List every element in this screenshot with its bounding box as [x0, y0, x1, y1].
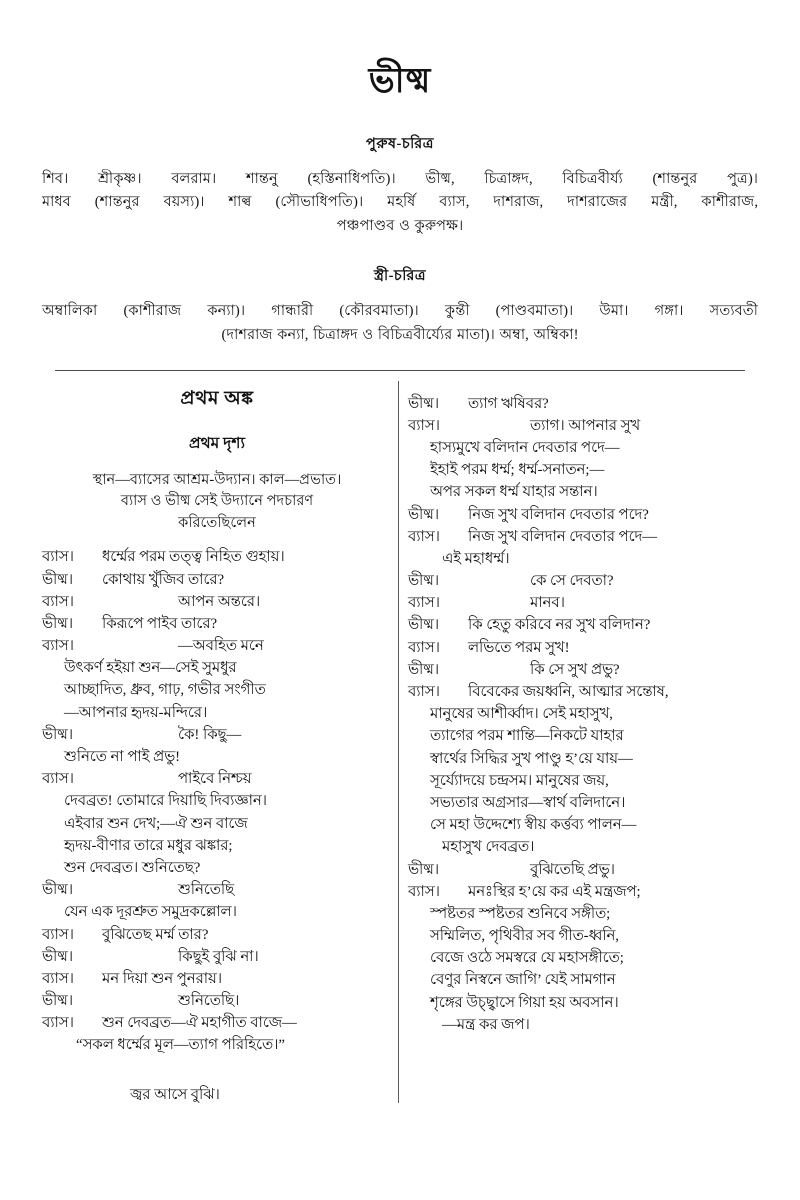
dialogue-text: উৎকর্ণ হইয়া শুন—সেই সুমধুর	[64, 660, 237, 677]
dialogue-text: কি হেতু করিবে নর সুখ বলিদান?	[468, 617, 651, 634]
dialogue-text: ত্যাগ ঋষিবর?	[468, 395, 549, 412]
dialogue-text: স্বার্থের সিদ্ধির সুখ পাণ্ডু হ’য়ে যায়—	[430, 750, 633, 767]
dialogue-line	[42, 790, 392, 812]
dialogue-text: স্পষ্টতর স্পষ্টতর শুনিবে সঙ্গীত;	[430, 905, 611, 922]
dialogue-line	[42, 879, 392, 901]
dialogue-text: শুন দেবব্রত—ঐ মহাগীত বাজে—	[102, 1015, 297, 1032]
dialogue-line	[42, 857, 392, 879]
dialogue-line	[42, 702, 392, 724]
dialogue-line	[42, 990, 392, 1012]
dialogue-line	[408, 592, 763, 614]
speaker-name: ব্যাস।	[408, 528, 440, 545]
dialogue-line	[42, 679, 392, 701]
dialogue-text: দেবব্রত! তোমারে দিয়াছি দিব্যজ্ঞান।	[64, 793, 267, 810]
dialogue-line	[408, 504, 763, 526]
dialogue-text: মানুষের আশীর্ব্বাদ। সেই মহাসুখ,	[430, 706, 614, 723]
dialogue-line	[42, 635, 392, 657]
dialogue-line	[408, 526, 763, 548]
left-column	[42, 381, 392, 1108]
dialogue-text: শুনিতে না পাই প্রভু!	[64, 749, 181, 766]
dialogue-line	[408, 814, 763, 836]
speaker-name: ব্যাস।	[42, 593, 74, 610]
dialogue-text: বুঝিতেছ মর্ম্ম তার?	[102, 926, 209, 943]
dialogue-line	[408, 925, 763, 947]
speaker-name: ভীষ্ম।	[42, 948, 74, 965]
dialogue-line	[408, 614, 763, 636]
dialogue-line	[408, 681, 763, 703]
dialogue-text: নিজ সুখ বলিদান দেবতার পদে—	[468, 528, 658, 545]
dialogue-line	[408, 659, 763, 681]
speaker-name: ব্যাস।	[42, 771, 74, 788]
dialogue-text: লভিতে পরম সুখ!	[468, 639, 570, 656]
dialogue-line	[408, 903, 763, 925]
dialogue-text: পাইবে নিশ্চয়	[178, 771, 252, 788]
dialogue-line	[408, 748, 763, 770]
dialogue-text: —মন্ত্র কর জপ।	[442, 1016, 530, 1033]
speaker-name: ভীষ্ম।	[42, 726, 74, 743]
dialogue-text: —আপনার হৃদয়-মন্দিরে।	[64, 704, 208, 721]
dialogue-line	[42, 591, 392, 613]
right-dialogue	[408, 393, 763, 1036]
dialogue-text: নিজ সুখ বলিদান দেবতার পদে?	[468, 506, 649, 523]
dialogue-text: কোথায় খুঁজিব তারে?	[102, 571, 225, 588]
dialogue-text: কিরূপে পাইব তারে?	[102, 615, 218, 632]
dialogue-line	[42, 657, 392, 679]
speaker-name: ব্যাস।	[42, 970, 74, 987]
speaker-name: ব্যাস।	[408, 639, 440, 656]
dialogue-text: ত্যাগের পরম শান্তি—নিকটে যাহার	[430, 728, 624, 745]
stage-direction-line: স্থান—ব্যাসের আশ্রম-উদ্যান। কাল—প্রভাত।	[92, 471, 342, 488]
dialogue-text: আচ্ছাদিত, ধ্রুব, গাঢ়, গভীর সংগীত	[64, 682, 266, 699]
dialogue-line	[408, 947, 763, 969]
dialogue-line	[42, 569, 392, 591]
dialogue-line	[42, 968, 392, 990]
dialogue-line	[408, 415, 763, 437]
dialogue-text: যেন এক দূরশ্রুত সমুদ্রকল্লোল।	[64, 904, 237, 921]
stage-direction-line: ব্যাস ও ভীষ্ম সেই উদ্যানে পদচারণ	[120, 493, 314, 510]
male-cast-list	[42, 168, 758, 239]
speaker-name: ব্যাস।	[42, 638, 74, 655]
dialogue-text: হাস্যমুখে বলিদান দেবতার পদে—	[430, 439, 620, 456]
cast-line: অম্বালিকা (কাশীরাজ কন্যা)। গান্ধারী (কৌরবমাতা)। কুন্তী (পাণ্ডবমাতা)। উমা। গঙ্গা। সত্যবতী	[42, 302, 758, 319]
dialogue-line	[408, 703, 763, 725]
dialogue-line	[408, 992, 763, 1014]
speaker-name: ভীষ্ম।	[408, 573, 440, 590]
dialogue-line	[408, 570, 763, 592]
dialogue-text: ত্যাগ। আপনার সুখ	[530, 417, 641, 434]
dialogue-text: “সকল ধর্ম্মের মূল—ত্যাগ পরিহিতে।”	[76, 1037, 285, 1054]
speaker-name: ভীষ্ম।	[408, 661, 440, 678]
speaker-name: ব্যাস।	[42, 926, 74, 943]
dialogue-line	[42, 946, 392, 968]
speaker-name: ভীষ্ম।	[42, 993, 74, 1010]
column-divider	[398, 381, 399, 1103]
speaker-name: ব্যাস।	[42, 549, 74, 566]
cast-line: শিব। শ্রীকৃষ্ণ। বলরাম। শান্তনু (হস্তিনাধিপতি)। ভীষ্ম, চিত্রাঙ্গদ, বিচিত্রবীর্য্য (শান্তনুর পুত্র)।	[42, 170, 758, 187]
dialogue-text: মানব।	[530, 595, 565, 612]
dialogue-line	[408, 481, 763, 503]
dialogue-line	[408, 836, 763, 858]
dialogue-text: শুনিতেছি।	[178, 993, 240, 1010]
dialogue-line	[42, 724, 392, 746]
dialogue-text: শুন দেবব্রত। শুনিতেছ?	[64, 859, 201, 876]
dialogue-text: ধর্ম্মের পরম তত্ত্ব নিহিত গুহায়।	[102, 549, 285, 566]
dialogue-text: সূর্য্যোদয়ে চন্দ্রসম। মানুষের জয়,	[430, 772, 609, 789]
dialogue-line	[42, 746, 392, 768]
speaker-name: ভীষ্ম।	[408, 861, 440, 878]
stage-direction-line: করিতেছিলেন	[178, 514, 256, 531]
female-cast-list	[42, 300, 758, 348]
dialogue-line	[42, 546, 392, 568]
dialogue-text: বুঝিতেছি প্রভু।	[530, 861, 615, 878]
dialogue-line	[408, 725, 763, 747]
dialogue-line	[408, 459, 763, 481]
dialogue-line	[42, 768, 392, 790]
dialogue-line	[408, 969, 763, 991]
page-title: ভীষ্ম	[368, 61, 432, 100]
dialogue-line	[42, 901, 392, 923]
dialogue-text: কিছুই বুঝি না।	[178, 948, 259, 965]
dialogue-text: সভ্যতার অগ্রসার—স্বার্থ বলিদানে।	[430, 794, 626, 811]
two-column-body	[0, 381, 800, 1111]
dialogue-line	[42, 1034, 392, 1056]
speaker-name: ভীষ্ম।	[408, 506, 440, 523]
dialogue-line	[408, 792, 763, 814]
speaker-name: ভীষ্ম।	[42, 615, 74, 632]
speaker-name: ভীষ্ম।	[42, 571, 74, 588]
dialogue-text: কৈ! কিছু—	[178, 726, 242, 743]
dialogue-text: আপন অন্তরে।	[178, 593, 261, 610]
dialogue-line	[408, 437, 763, 459]
dialogue-line	[42, 1012, 392, 1034]
stage-direction	[42, 470, 392, 535]
speaker-name: ব্যাস।	[42, 1015, 74, 1032]
dialogue-text: শৃঙ্গের উচ্ছ্বাসে গিয়া হয় অবসান।	[430, 994, 619, 1011]
dialogue-text: সে মহা উদ্দেশ্যে স্বীয় কর্ত্তব্য পালন—	[430, 817, 637, 834]
female-cast-heading: স্ত্রী-চরিত্র	[373, 267, 427, 284]
speaker-name: ব্যাস।	[408, 417, 440, 434]
dialogue-line	[408, 770, 763, 792]
cast-line: (দাশরাজ কন্যা, চিত্রাঙ্গদ ও বিচিত্রবীর্য্যের মাতা)। অম্বা, অম্বিকা!	[221, 326, 579, 343]
dialogue-text: বিবেকের জয়ধ্বনি, আত্মার সন্তোষ,	[468, 684, 669, 700]
dialogue-text: বেজে ওঠে সমস্বরে যে মহাসঙ্গীতে;	[430, 950, 624, 967]
cast-line: পঞ্চপাণ্ডব ও কুরুপক্ষ।	[336, 218, 464, 235]
dialogue-line	[408, 859, 763, 881]
dialogue-text: মনঃস্থির হ’য়ে কর এই মন্ত্রজপ;	[468, 883, 641, 900]
dialogue-text: কি সে সুখ প্রভু?	[530, 661, 620, 678]
dialogue-text: ইহাই পরম ধর্ম্ম; ধর্ম্ম-সনাতন;—	[430, 462, 605, 479]
dialogue-line	[42, 835, 392, 857]
speaker-name: ব্যাস।	[408, 595, 440, 612]
act-title: প্রথম অঙ্ক	[180, 387, 254, 409]
speaker-name: ভীষ্ম।	[42, 882, 74, 899]
speaker-name: ভীষ্ম।	[408, 617, 440, 634]
masthead	[0, 0, 800, 348]
dialogue-text: বেণুর নিস্বনে জাগি’ যেই সামগান	[430, 972, 616, 989]
dialogue-line	[408, 393, 763, 415]
dialogue-text: অপর সকল ধর্ম্ম যাহার সন্তান।	[430, 484, 598, 501]
dialogue-text: হৃদয়-বীণার তারে মধুর ঝঙ্কার;	[64, 837, 233, 854]
dialogue-text: মন দিয়া শুন পুনরায়।	[102, 970, 223, 987]
dialogue-line	[408, 637, 763, 659]
dialogue-line	[408, 881, 763, 903]
cast-line: মাধব (শান্তনুর বয়স্য)। শাল্ব (সৌভাধিপতি)। মহর্ষি ব্যাস, দাশরাজ, দাশরাজের মন্ত্রী, কাশীরাজ,	[42, 194, 758, 211]
dialogue-line	[42, 813, 392, 835]
dialogue-line	[408, 548, 763, 570]
speaker-name: ব্যাস।	[408, 684, 440, 700]
horizontal-rule	[55, 370, 745, 371]
left-dialogue	[42, 546, 392, 1056]
scene-title: প্রথম দৃশ্য	[189, 434, 245, 452]
dialogue-text: এই মহাধর্ম্ম।	[442, 550, 510, 567]
dialogue-text: কে সে দেবতা?	[530, 573, 614, 590]
dialogue-line	[42, 613, 392, 635]
right-column	[408, 381, 763, 1036]
dialogue-text: সম্মিলিত, পৃথিবীর সব গীত-ধ্বনি,	[430, 928, 619, 945]
dialogue-text: —অবহিত মনে	[178, 638, 264, 655]
dialogue-text: এইবার শুন দেখ;—ঐ শুন বাজে	[64, 815, 248, 832]
speaker-name: ভীষ্ম।	[408, 395, 440, 412]
dialogue-text: মহাসুখ দেবব্রত।	[442, 839, 535, 856]
closing-note: জ্বর আসে বুঝি।	[130, 1086, 220, 1103]
speaker-name: ব্যাস।	[408, 883, 440, 900]
dialogue-text: শুনিতেছি	[178, 882, 235, 899]
dialogue-line	[408, 1014, 763, 1036]
dialogue-line	[42, 924, 392, 946]
male-cast-heading: পুরুষ-চরিত্র	[366, 135, 434, 152]
